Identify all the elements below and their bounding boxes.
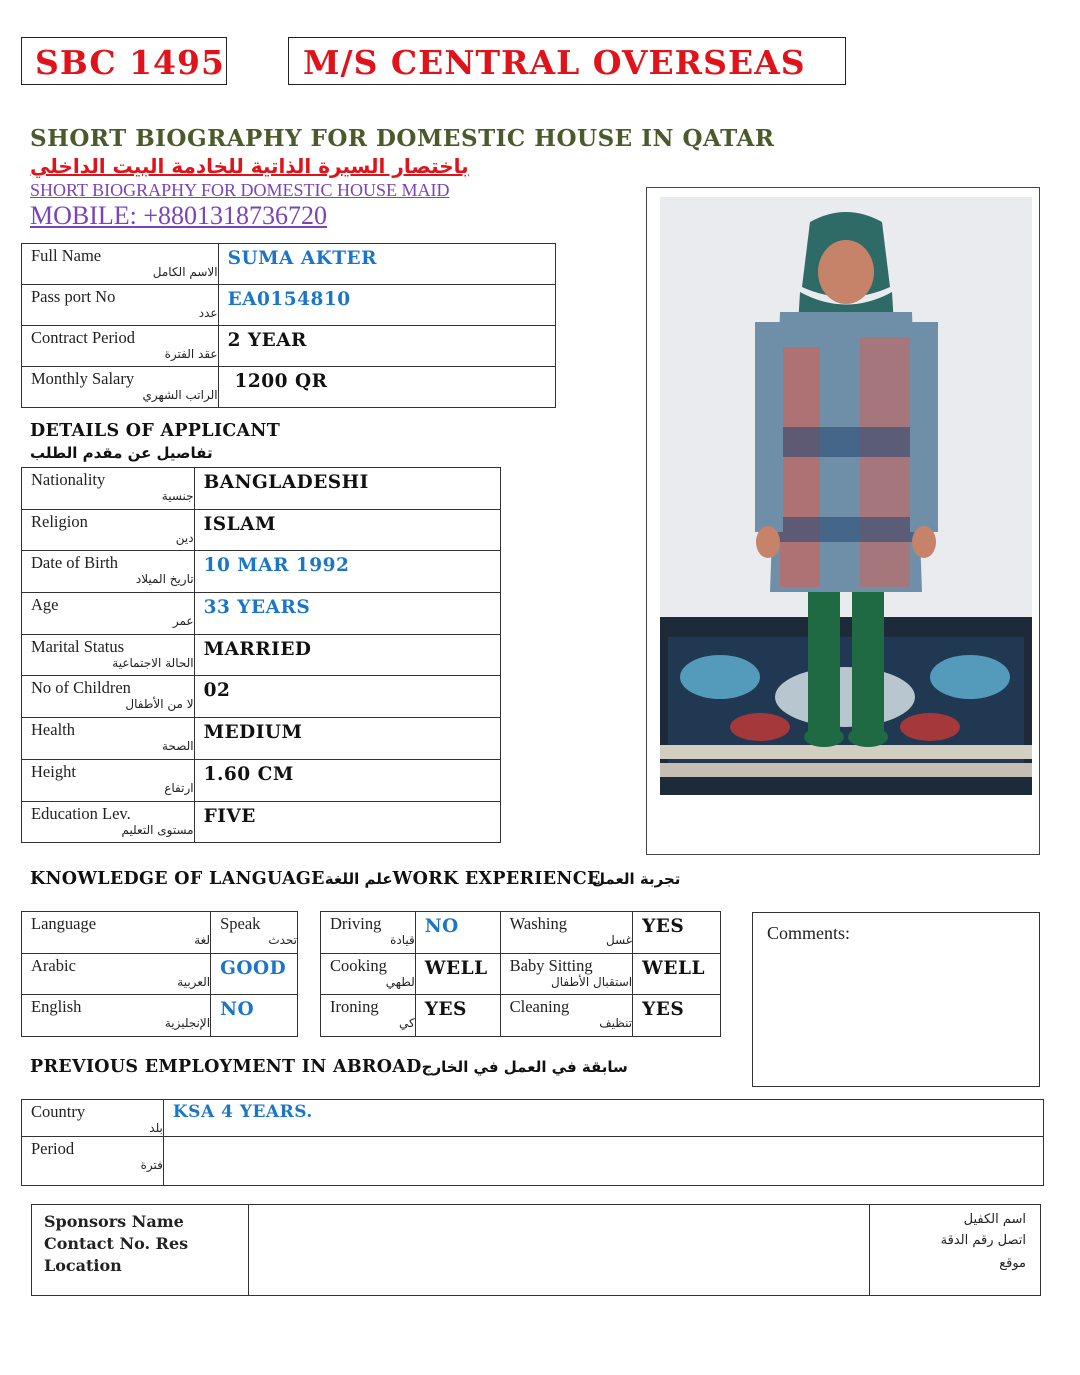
- language-label-arabic: العربية: [177, 974, 211, 989]
- basic-info-row: [22, 326, 556, 367]
- work-skill-label-text: Baby Sitting: [509, 955, 593, 975]
- details-label-arabic: دين: [175, 530, 194, 545]
- work-skill-value: WELL: [642, 957, 705, 979]
- details-heading: DETAILS OF APPLICANT: [30, 421, 281, 441]
- basic-info-label-text: Full Name: [31, 246, 102, 265]
- previous-heading-label: PREVIOUS EMPLOYMENT IN ABROAD: [30, 1057, 422, 1077]
- details-label: [22, 760, 194, 796]
- work-row: [321, 912, 721, 954]
- details-value: ISLAM: [203, 513, 276, 535]
- previous-label: [22, 1100, 163, 1136]
- code-label: SBC 1495: [35, 43, 225, 82]
- language-label-text: English: [31, 997, 82, 1016]
- basic-info-label-arabic: الاسم الكامل: [152, 265, 218, 279]
- work-skill-label: [501, 912, 632, 948]
- previous-heading: [30, 1057, 628, 1077]
- basic-info-row: [22, 285, 556, 326]
- details-label-arabic: تاريخ الميلاد: [135, 572, 194, 587]
- language-label-arabic: لغة: [194, 933, 211, 947]
- details-value: 33 YEARS: [203, 597, 311, 619]
- work-skill-label-text: Washing: [509, 914, 567, 933]
- previous-row: [22, 1100, 1044, 1137]
- details-row: [22, 551, 501, 593]
- language-row: [22, 995, 298, 1037]
- work-skill-label: [501, 954, 632, 990]
- language-row: [22, 953, 298, 995]
- details-label-text: Age: [31, 595, 59, 615]
- language-level: NO: [220, 999, 255, 1020]
- basic-info-row: [22, 244, 556, 285]
- work-skill-value: WELL: [424, 957, 488, 979]
- sponsor-location-label: Location: [44, 1256, 122, 1275]
- work-skill-label-text: Cleaning: [509, 997, 570, 1016]
- work-skill-label-arabic: تنظيف: [599, 1016, 633, 1030]
- agency-label: M/S CENTRAL OVERSEAS: [303, 43, 806, 82]
- language-heading-label: KNOWLEDGE OF LANGUAGE: [30, 869, 325, 889]
- details-row: [22, 801, 501, 843]
- previous-heading-arabic: سابقة في العمل في الخارج: [421, 1058, 628, 1076]
- details-label-text: Marital Status: [31, 636, 125, 656]
- code-box: [21, 37, 227, 85]
- language-heading-arabic: علم اللغة: [324, 870, 393, 888]
- details-value: FIVE: [203, 805, 256, 827]
- language-row: [22, 912, 298, 954]
- basic-info-label-text: Monthly Salary: [31, 369, 135, 388]
- details-label-text: Health: [31, 720, 75, 740]
- work-skill-label-arabic: قيادة: [390, 933, 415, 947]
- photo-frame: [646, 187, 1040, 855]
- previous-table: [21, 1099, 1044, 1186]
- details-label-arabic: مستوى التعليم: [121, 822, 194, 837]
- speak-label: Speak: [220, 914, 261, 933]
- applicant-photo: [660, 197, 1032, 795]
- work-skill-value: YES: [424, 999, 467, 1020]
- previous-label: [22, 1137, 163, 1173]
- details-table: [21, 467, 501, 843]
- work-skill-label: [321, 995, 415, 1031]
- basic-info-label-text: Contract Period: [31, 328, 136, 347]
- details-label-text: Nationality: [31, 470, 106, 489]
- details-row: [22, 593, 501, 635]
- details-label-text: Height: [31, 761, 76, 781]
- basic-info-label-arabic: عدد: [198, 306, 218, 320]
- basic-info-value: 2 YEAR: [227, 330, 307, 351]
- basic-info-row: [22, 367, 556, 408]
- work-skill-label: [321, 954, 415, 990]
- work-skill-value: YES: [642, 916, 685, 937]
- previous-label-text: Period: [31, 1139, 75, 1158]
- details-row: [22, 718, 501, 760]
- details-row: [22, 634, 501, 676]
- details-row: [22, 509, 501, 551]
- language-label: [22, 912, 210, 948]
- language-level: GOOD: [220, 957, 287, 979]
- language-table: [21, 911, 298, 1037]
- work-table: [320, 911, 721, 1037]
- details-row: [22, 676, 501, 718]
- speak-label-arabic: تحدث: [268, 933, 297, 947]
- details-label-text: Religion: [31, 511, 88, 531]
- basic-info-label: [22, 285, 218, 321]
- language-label-text: Language: [31, 914, 97, 933]
- details-value: 10 MAR 1992: [203, 555, 350, 577]
- comments-box[interactable]: [752, 912, 1040, 1087]
- details-label: [22, 676, 194, 712]
- details-label-arabic: لا من الأطفال: [125, 697, 194, 712]
- work-skill-label-text: Ironing: [330, 997, 379, 1016]
- details-label: [22, 802, 194, 838]
- work-skill-label: [501, 995, 632, 1031]
- details-heading-arabic: تفاصيل عن مقدم الطلب: [30, 444, 213, 462]
- details-value: 02: [203, 680, 231, 702]
- basic-info-label-arabic: الراتب الشهري: [142, 388, 218, 402]
- basic-info-value: SUMA AKTER: [227, 248, 378, 269]
- sponsor-contact-label: Contact No. Res: [44, 1234, 189, 1253]
- details-value: BANGLADESHI: [203, 472, 369, 493]
- language-label: [22, 995, 210, 1031]
- work-skill-label-text: Cooking: [330, 955, 387, 975]
- details-value: MARRIED: [203, 638, 312, 660]
- work-heading-arabic: تجربة العمل: [592, 870, 681, 888]
- work-skill-label-arabic: لطهي: [385, 974, 415, 989]
- basic-info-value: 1200 QR: [227, 371, 328, 392]
- details-label: [22, 593, 194, 629]
- sponsor-name-arabic: اسم الكفيل: [963, 1212, 1026, 1227]
- previous-label-arabic: فترة: [140, 1158, 163, 1172]
- basic-info-label-arabic: عقد الفترة: [164, 347, 218, 361]
- basic-info-table: [21, 243, 556, 408]
- language-speak-header: [211, 912, 297, 948]
- work-skill-value: YES: [642, 999, 685, 1020]
- agency-box: [288, 37, 846, 85]
- details-label: [22, 551, 194, 587]
- details-row: [22, 468, 501, 510]
- details-label-arabic: جنسية: [161, 489, 194, 503]
- details-label: [22, 468, 194, 504]
- previous-row: [22, 1137, 1044, 1186]
- details-label: [22, 510, 194, 546]
- previous-label-text: Country: [31, 1102, 86, 1121]
- work-skill-label-text: Driving: [330, 914, 382, 933]
- basic-info-label-text: Pass port No: [31, 287, 116, 306]
- basic-info-label: [22, 367, 218, 403]
- details-row: [22, 759, 501, 801]
- previous-value: [164, 1137, 1043, 1139]
- sponsor-location-arabic: موقع: [999, 1256, 1026, 1271]
- language-label-text: Arabic: [31, 955, 76, 975]
- work-row: [321, 953, 721, 995]
- sponsor-name-label: Sponsors Name: [44, 1212, 184, 1231]
- sponsor-box: [31, 1204, 1041, 1296]
- previous-value: KSA 4 YEARS.: [172, 1102, 313, 1122]
- sponsor-contact-arabic: اتصل رقم الدقة: [940, 1233, 1026, 1248]
- basic-info-label: [22, 244, 218, 280]
- details-label-arabic: الحالة الاجتماعية: [112, 655, 194, 670]
- language-heading: [30, 869, 601, 889]
- details-label: [22, 635, 194, 671]
- work-skill-label-arabic: كي: [399, 1016, 415, 1030]
- basic-info-value: EA0154810: [227, 289, 351, 310]
- work-skill-label: [321, 912, 415, 948]
- main-title-arabic: باختصار السيرة الذاتية للخادمة البيت الداخلي: [30, 154, 469, 178]
- details-label-arabic: ارتفاع: [164, 780, 194, 795]
- language-label: [22, 954, 210, 990]
- work-skill-label-arabic: استقبال الأطفال: [551, 974, 633, 989]
- previous-label-arabic: بلد: [149, 1121, 163, 1135]
- details-label-arabic: عمر: [172, 614, 194, 629]
- mobile-number: MOBILE: +8801318736720: [30, 201, 328, 230]
- details-label: [22, 718, 194, 754]
- details-label-text: Date of Birth: [31, 553, 119, 573]
- work-skill-value: NO: [424, 916, 459, 937]
- work-skill-label-arabic: غسل: [606, 933, 633, 947]
- details-label-text: No of Children: [31, 678, 131, 698]
- details-label-arabic: الصحة: [162, 739, 194, 754]
- subtitle: SHORT BIOGRAPHY FOR DOMESTIC HOUSE MAID: [30, 180, 450, 200]
- work-row: [321, 995, 721, 1037]
- details-label-text: Education Lev.: [31, 803, 131, 823]
- language-label-arabic: الإنجليزية: [164, 1016, 211, 1030]
- work-heading-label: WORK EXPERIENCE: [392, 869, 601, 889]
- details-value: 1.60 CM: [203, 763, 294, 785]
- comments-label: Comments:: [767, 923, 851, 943]
- details-value: MEDIUM: [203, 722, 303, 744]
- main-title: SHORT BIOGRAPHY FOR DOMESTIC HOUSE IN QATAR: [30, 125, 775, 152]
- basic-info-label: [22, 326, 218, 362]
